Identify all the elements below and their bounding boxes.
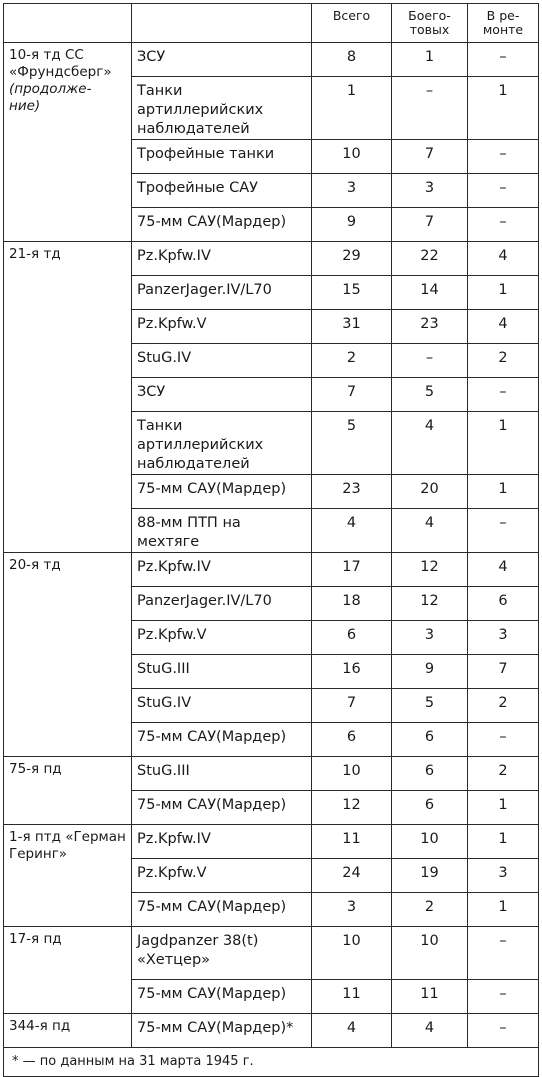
equipment-cell: Jagdpanzer 38(t) «Хетцер» [132, 927, 312, 980]
unit-cell [4, 553, 132, 757]
combat-ready-cell: – [392, 77, 468, 140]
total-cell: 10 [312, 927, 392, 980]
total-cell: 11 [312, 825, 392, 859]
equipment-cell: StuG.III [132, 655, 312, 689]
equipment-cell: Pz.Kpfw.V [132, 859, 312, 893]
in-repair-cell: 1 [468, 475, 539, 509]
combat-ready-cell: – [392, 344, 468, 378]
unit-cell [4, 242, 132, 553]
table-row [4, 1014, 539, 1048]
unit-name: 75-я пд [9, 761, 62, 777]
combat-ready-cell: 12 [392, 587, 468, 621]
total-cell: 4 [312, 509, 392, 553]
table-row [4, 242, 539, 276]
combat-ready-cell: 4 [392, 1014, 468, 1048]
combat-ready-cell: 7 [392, 140, 468, 174]
equipment-cell: Танки артиллерийских наблюдателей [132, 412, 312, 475]
in-repair-cell: 4 [468, 310, 539, 344]
table-body [4, 43, 539, 1048]
total-cell: 6 [312, 723, 392, 757]
combat-ready-cell: 23 [392, 310, 468, 344]
total-cell: 1 [312, 77, 392, 140]
combat-ready-cell: 12 [392, 553, 468, 587]
in-repair-cell: 7 [468, 655, 539, 689]
in-repair-cell: 1 [468, 412, 539, 475]
in-repair-cell: 3 [468, 859, 539, 893]
header-unit [4, 4, 132, 43]
unit-name: 1-я птд «Герман Геринг» [9, 829, 126, 862]
total-cell: 10 [312, 757, 392, 791]
equipment-cell: Pz.Kpfw.V [132, 310, 312, 344]
equipment-cell: 75-мм САУ(Мардер)* [132, 1014, 312, 1048]
in-repair-cell: 4 [468, 553, 539, 587]
total-cell: 8 [312, 43, 392, 77]
in-repair-cell: – [468, 927, 539, 980]
in-repair-cell: – [468, 174, 539, 208]
total-cell: 11 [312, 980, 392, 1014]
unit-cell [4, 1014, 132, 1048]
total-cell: 23 [312, 475, 392, 509]
in-repair-cell: 1 [468, 791, 539, 825]
combat-ready-cell: 7 [392, 208, 468, 242]
total-cell: 29 [312, 242, 392, 276]
unit-cell [4, 825, 132, 927]
equipment-cell: Pz.Kpfw.IV [132, 242, 312, 276]
equipment-cell: Трофейные танки [132, 140, 312, 174]
in-repair-cell: – [468, 980, 539, 1014]
combat-ready-cell: 10 [392, 927, 468, 980]
combat-ready-cell: 4 [392, 412, 468, 475]
equipment-cell: 75-мм САУ(Мардер) [132, 893, 312, 927]
in-repair-cell: – [468, 723, 539, 757]
combat-ready-cell: 20 [392, 475, 468, 509]
in-repair-cell: 1 [468, 276, 539, 310]
total-cell: 18 [312, 587, 392, 621]
table-row [4, 553, 539, 587]
combat-ready-cell: 14 [392, 276, 468, 310]
in-repair-cell: 4 [468, 242, 539, 276]
in-repair-cell: 1 [468, 77, 539, 140]
total-cell: 24 [312, 859, 392, 893]
in-repair-cell: 6 [468, 587, 539, 621]
total-cell: 7 [312, 689, 392, 723]
in-repair-cell: 2 [468, 344, 539, 378]
table-header-row [4, 4, 539, 43]
equipment-cell: StuG.III [132, 757, 312, 791]
combat-ready-cell: 6 [392, 723, 468, 757]
total-cell: 16 [312, 655, 392, 689]
equipment-cell: Трофейные САУ [132, 174, 312, 208]
unit-name: 10-я тд СС «Фрундсберг» [9, 47, 112, 80]
in-repair-cell: 2 [468, 689, 539, 723]
total-cell: 31 [312, 310, 392, 344]
table-row [4, 825, 539, 859]
in-repair-cell: – [468, 509, 539, 553]
unit-cell [4, 757, 132, 825]
combat-ready-cell: 10 [392, 825, 468, 859]
header-in-repair: В ре- монте [468, 4, 539, 43]
equipment-cell: Танки артиллерийских наблюдателей [132, 77, 312, 140]
total-cell: 12 [312, 791, 392, 825]
equipment-cell: PanzerJager.IV/L70 [132, 276, 312, 310]
equipment-cell: PanzerJager.IV/L70 [132, 587, 312, 621]
total-cell: 2 [312, 344, 392, 378]
equipment-cell: 75-мм САУ(Мардер) [132, 208, 312, 242]
equipment-cell: 88-мм ПТП на мехтяге [132, 509, 312, 553]
combat-ready-cell: 6 [392, 791, 468, 825]
unit-cell [4, 43, 132, 242]
equipment-cell: ЗСУ [132, 378, 312, 412]
total-cell: 7 [312, 378, 392, 412]
combat-ready-cell: 22 [392, 242, 468, 276]
header-equipment [132, 4, 312, 43]
in-repair-cell: – [468, 378, 539, 412]
combat-ready-cell: 4 [392, 509, 468, 553]
in-repair-cell: – [468, 43, 539, 77]
total-cell: 15 [312, 276, 392, 310]
total-cell: 6 [312, 621, 392, 655]
combat-ready-cell: 19 [392, 859, 468, 893]
equipment-cell: ЗСУ [132, 43, 312, 77]
combat-ready-cell: 3 [392, 174, 468, 208]
in-repair-cell: 1 [468, 825, 539, 859]
equipment-cell: 75-мм САУ(Мардер) [132, 723, 312, 757]
combat-ready-cell: 2 [392, 893, 468, 927]
in-repair-cell: – [468, 140, 539, 174]
unit-name: 17-я пд [9, 931, 62, 947]
armor-strength-table [3, 3, 539, 1077]
combat-ready-cell: 1 [392, 43, 468, 77]
in-repair-cell: 1 [468, 893, 539, 927]
total-cell: 3 [312, 174, 392, 208]
combat-ready-cell: 3 [392, 621, 468, 655]
equipment-cell: 75-мм САУ(Мардер) [132, 475, 312, 509]
unit-name: 20-я тд [9, 557, 61, 573]
in-repair-cell: – [468, 1014, 539, 1048]
equipment-cell: StuG.IV [132, 344, 312, 378]
total-cell: 17 [312, 553, 392, 587]
equipment-cell: Pz.Kpfw.IV [132, 825, 312, 859]
footnote-row [4, 1048, 539, 1077]
unit-name: 344-я пд [9, 1018, 71, 1034]
combat-ready-cell: 9 [392, 655, 468, 689]
table-row [4, 43, 539, 77]
equipment-cell: 75-мм САУ(Мардер) [132, 791, 312, 825]
equipment-cell: Pz.Kpfw.IV [132, 553, 312, 587]
table-row [4, 927, 539, 980]
table-row [4, 757, 539, 791]
in-repair-cell: 2 [468, 757, 539, 791]
unit-name: 21-я тд [9, 246, 61, 262]
total-cell: 3 [312, 893, 392, 927]
total-cell: 9 [312, 208, 392, 242]
equipment-cell: 75-мм САУ(Мардер) [132, 980, 312, 1014]
header-total: Всего [312, 4, 392, 43]
footnote: * — по данным на 31 марта 1945 г. [4, 1048, 539, 1077]
header-combat-ready: Боего- товых [392, 4, 468, 43]
in-repair-cell: – [468, 208, 539, 242]
combat-ready-cell: 6 [392, 757, 468, 791]
unit-cell [4, 927, 132, 1014]
unit-note: (продолже- ние) [9, 81, 92, 114]
total-cell: 10 [312, 140, 392, 174]
total-cell: 4 [312, 1014, 392, 1048]
total-cell: 5 [312, 412, 392, 475]
equipment-cell: Pz.Kpfw.V [132, 621, 312, 655]
in-repair-cell: 3 [468, 621, 539, 655]
equipment-cell: StuG.IV [132, 689, 312, 723]
combat-ready-cell: 11 [392, 980, 468, 1014]
combat-ready-cell: 5 [392, 689, 468, 723]
combat-ready-cell: 5 [392, 378, 468, 412]
